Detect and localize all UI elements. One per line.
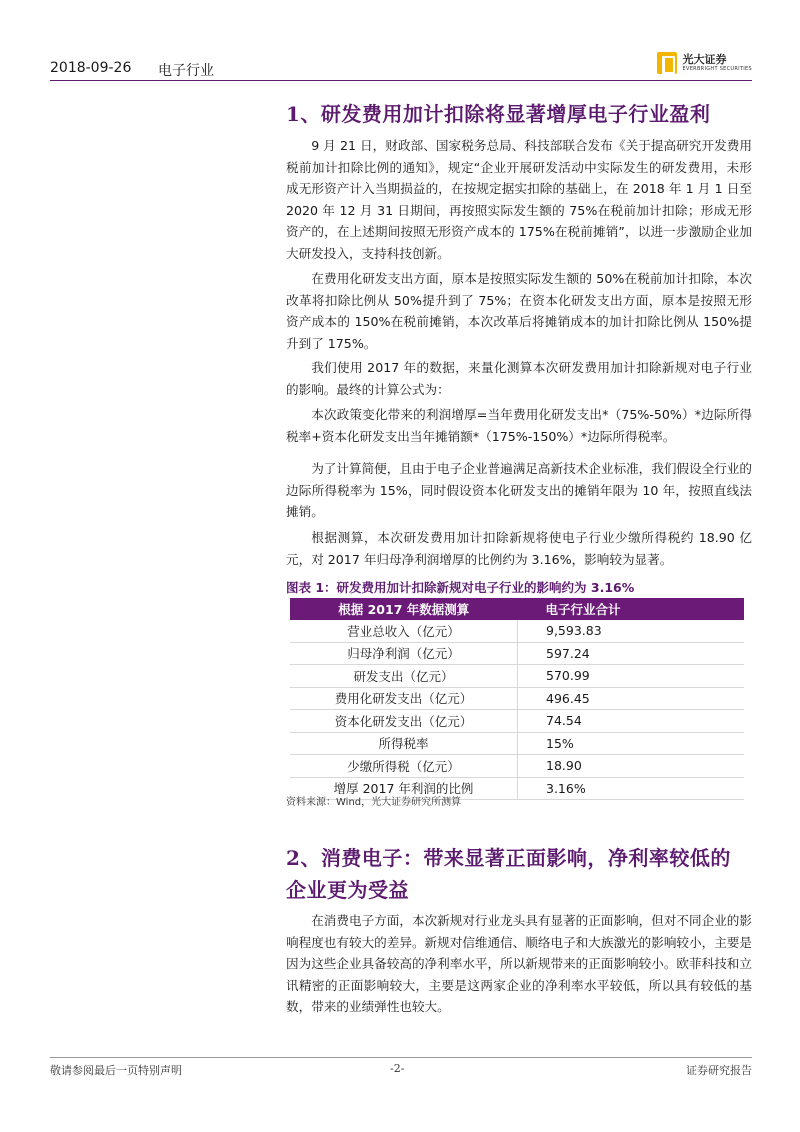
company-logo bbox=[657, 50, 752, 76]
table-cell-label: 研发支出（亿元） bbox=[290, 665, 518, 688]
logo-mark-icon bbox=[657, 52, 677, 74]
section1-paragraph-5: 根据测算，本次研发费用加计扣除新规将使电子行业少缴所得税约 18.90 亿元，对 2017 年归母净利润增厚的比例约为 3.16%，影响较为显著。 bbox=[286, 530, 752, 567]
table-cell-label: 少缴所得税（亿元） bbox=[290, 755, 518, 778]
section1-formula: 本次政策变化带来的利润增厚=当年费用化研发支出*（75%-50%）*边际所得税率+资本化研发支出当年摊销额*（175%-150%）*边际所得税率。 bbox=[286, 407, 752, 444]
logo-text-cn: 光大证券 bbox=[682, 52, 727, 66]
section2-title-line2: 企业更为受益 bbox=[286, 878, 409, 902]
table-cell-value: 597.24 bbox=[518, 642, 745, 665]
section1-title: 1、研发费用加计扣除将显著增厚电子行业盈利 bbox=[286, 102, 711, 126]
table-row bbox=[290, 755, 744, 778]
footer-report-type: 证券研究报告 bbox=[686, 1064, 752, 1077]
page-header bbox=[50, 58, 752, 82]
table-cell-value: 18.90 bbox=[518, 755, 745, 778]
table-row bbox=[290, 620, 744, 642]
table-cell-value: 9,593.83 bbox=[518, 620, 745, 642]
table1-caption: 图表 1：研发费用加计扣除新规对电子行业的影响约为 3.16% bbox=[286, 580, 635, 595]
table-header-cell: 根据 2017 年数据测算 bbox=[290, 598, 518, 620]
header-divider bbox=[50, 80, 752, 81]
table1-source: 资料来源：Wind，光大证券研究所测算 bbox=[286, 797, 462, 808]
logo-text-en: EVERBRIGHT SECURITIES bbox=[682, 65, 752, 72]
table-row bbox=[290, 732, 744, 755]
footer-divider bbox=[50, 1057, 752, 1058]
section2-title-line1: 2、消费电子：带来显著正面影响，净利率较低的 bbox=[286, 846, 731, 870]
table-cell-value: 3.16% bbox=[518, 777, 745, 800]
table-cell-value: 496.45 bbox=[518, 687, 745, 710]
table-cell-label: 归母净利润（亿元） bbox=[290, 642, 518, 665]
table-row bbox=[290, 687, 744, 710]
table-cell-value: 74.54 bbox=[518, 710, 745, 733]
section1-paragraph-4: 为了计算简便，且由于电子企业普遍满足高新技术企业标准，我们假设全行业的边际所得税率为 15%，同时假设资本化研发支出的摊销年限为 10 年，按照直线法摊销。 bbox=[286, 461, 752, 519]
table-cell-label: 费用化研发支出（亿元） bbox=[290, 687, 518, 710]
table-header-cell: 电子行业合计 bbox=[518, 598, 745, 620]
table-cell-value: 15% bbox=[518, 732, 745, 755]
table-cell-label: 所得税率 bbox=[290, 732, 518, 755]
section1-paragraph-2: 在费用化研发支出方面，原本是按照实际发生额的 50%在税前加计扣除，本次改革将扣除比例从 50%提升到了 75%；在资本化研发支出方面，原本是按照无形资产成本的 150%在税前摊销，本次改革后将摊销成本的加计扣除比例从 150%提升到了 175%。 bbox=[286, 271, 752, 351]
table-cell-label: 资本化研发支出（亿元） bbox=[290, 710, 518, 733]
table-row bbox=[290, 710, 744, 733]
table-cell-value: 570.99 bbox=[518, 665, 745, 688]
footer-disclaimer: 敬请参阅最后一页特别声明 bbox=[50, 1064, 182, 1077]
report-sector: 电子行业 bbox=[158, 63, 214, 79]
table-cell-label: 增厚 2017 年利润的比例 bbox=[290, 777, 518, 800]
table-cell-label: 营业总收入（亿元） bbox=[290, 620, 518, 642]
data-table bbox=[290, 598, 744, 800]
section1-paragraph-3: 我们使用 2017 年的数据，来量化测算本次研发费用加计扣除新规对电子行业的影响。最终的计算公式为： bbox=[286, 360, 752, 397]
section2-paragraph: 在消费电子方面，本次新规对行业龙头具有显著的正面影响，但对不同企业的影响程度也有较大的差异。新规对信维通信、顺络电子和大族激光的影响较小，主要是因为这些企业具备较高的净利率水平，所以新规带来的正面影响较小。欧菲科技和立讯精密的正面影响较大，主要是这两家企业的净利率水平较低，所以具有较低的基数，带来的业绩弹性也较大。 bbox=[286, 913, 752, 1014]
report-date: 2018-09-26 bbox=[50, 60, 132, 76]
table-row bbox=[290, 665, 744, 688]
table-header-row bbox=[290, 598, 744, 620]
section1-paragraph-1: 9 月 21 日，财政部、国家税务总局、科技部联合发布《关于提高研究开发费用税前加计扣除比例的通知》，规定“企业开展研发活动中实际发生的研发费用，未形成无形资产计入当期损益的，在按规定据实扣除的基础上，在 2018 年 1 月 1 日至 2020 年 12 月 31 日期间，再按照实际发生额的 75%在税前加计扣除；形成无形资产的，在上述期间按照无形资产成本的 175%在税前摊销”，以进一步激励企业加大研发投入，支持科技创新。 bbox=[286, 138, 752, 261]
table-row bbox=[290, 642, 744, 665]
page-number: -2- bbox=[390, 1062, 405, 1075]
